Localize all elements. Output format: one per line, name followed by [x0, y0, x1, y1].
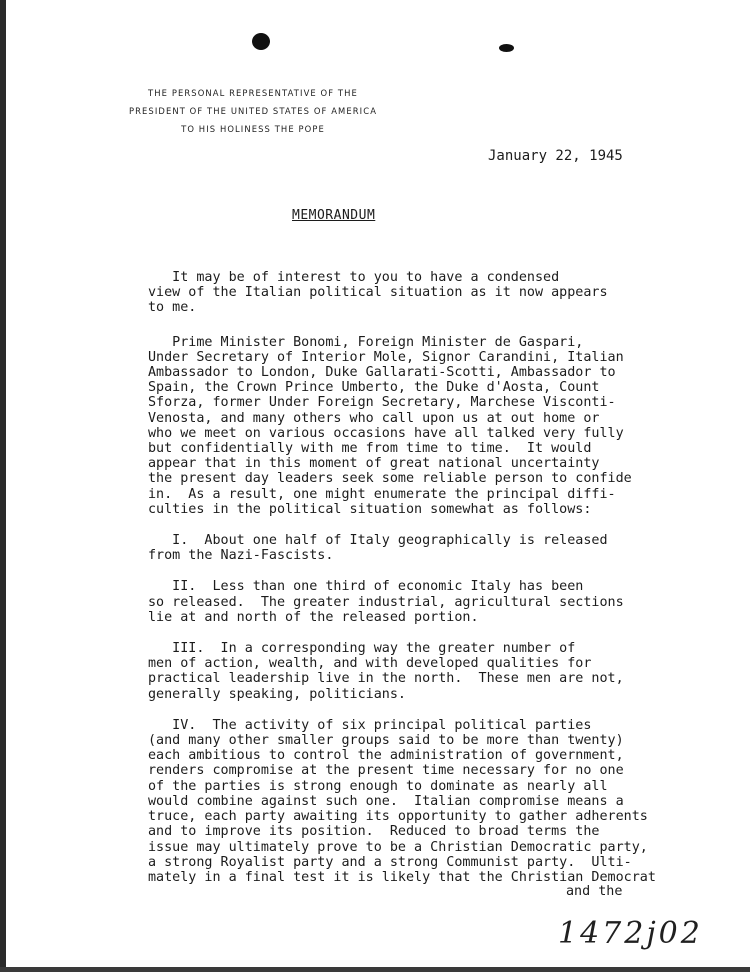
memorandum-title: MEMORANDUM [292, 208, 376, 223]
punch-hole-mark [499, 44, 514, 52]
paragraph-point-2: II. Less than one third of economic Italy has been so released. The greater industrial, agricultural sections lie at and north of the released portion. [148, 579, 624, 625]
page-continuation: and the [566, 884, 623, 899]
handwritten-file-number: 1472j02 [558, 916, 703, 951]
paragraph-point-1: I. About one half of Italy geographically is released from the Nazi-Fascists. [148, 533, 608, 564]
scan-edge-left [0, 0, 6, 972]
letterhead [108, 84, 398, 138]
paragraph-point-3: III. In a corresponding way the greater number of men of action, wealth, and with developed qualities for practical leadership live in the north. These men are not, generally speaking, politicians. [148, 641, 624, 702]
paragraph-contacts: Prime Minister Bonomi, Foreign Minister de Gaspari, Under Secretary of Interior Mole, Signor Carandini, Italian Ambassador to London, Duke Gallarati-Scotti, Ambassador to Spain, the Crown Prince Umberto, the Duke d'Aosta, Count Sforza, former Under Foreign Secretary, Marchese Visconti- Venosta, and many others who call upon us at out home or who we meet on various occasions have all talked very fully but confidentially with me from time to time. It would appear that in this moment of great national uncertainty the present day leaders seek some reliable person to confide in. As a result, one might enumerate the principal diffi- culties in the political situation somewhat as follows: [148, 334, 632, 517]
paragraph-intro: It may be of interest to you to have a condensed view of the Italian political situation as it now appears to me. [148, 270, 608, 316]
memorandum-body [148, 270, 718, 885]
letterhead-line: PRESIDENT OF THE UNITED STATES OF AMERICA [128, 106, 378, 116]
letterhead-line: THE PERSONAL REPRESENTATIVE OF THE [148, 88, 358, 98]
letterhead-line: TO HIS HOLINESS THE POPE [181, 124, 325, 134]
document-date: January 22, 1945 [488, 148, 623, 164]
scan-edge-bottom [0, 967, 750, 972]
paragraph-point-4: IV. The activity of six principal political parties (and many other smaller groups said to be more than twenty) each ambitious to control the administration of government, renders compromise at the present time necessary for no one of the parties is strong enough to dominate as nearly all would combine against such one. Italian compromise means a truce, each party awaiting its opportunity to gather adherents and to improve its position. Reduced to broad terms the issue may ultimately prove to be a Christian Democratic party, a strong Royalist party and a strong Communist party. Ulti- mately in a final test it is likely that the Christian Democrat [148, 717, 656, 885]
punch-hole-mark [252, 33, 270, 50]
